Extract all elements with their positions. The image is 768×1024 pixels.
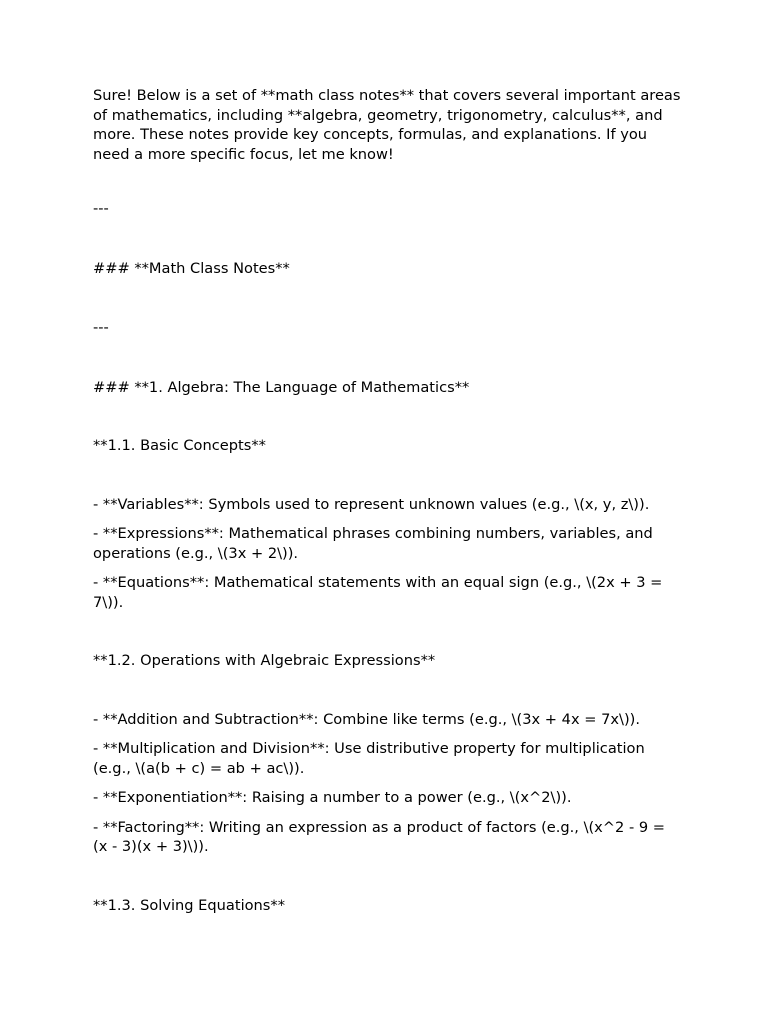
subsection-heading-operations: **1.2. Operations with Algebraic Expressions**: [93, 652, 436, 669]
separator-line: ---: [93, 319, 109, 336]
list-item-factoring: - **Factoring**: Writing an expression as a product of factors (e.g., \(x^2 - 9 = (x - 3)(x + 3)\)).: [93, 818, 666, 855]
intro-paragraph: Sure! Below is a set of **math class notes** that covers several important areas of mathematics, including **algebra, geometry, trigonometry, calculus**, and more. These notes provide key concepts, formulas, and explanations. If you need a more specific focus, let me know!: [93, 87, 681, 163]
list-item-expressions: - **Expressions**: Mathematical phrases combining numbers, variables, and operations (e.g., \(3x + 2\)).: [93, 525, 653, 562]
separator-line: ---: [93, 200, 109, 217]
list-item-addition-subtraction: - **Addition and Subtraction**: Combine like terms (e.g., \(3x + 4x = 7x\)).: [93, 710, 640, 728]
document-page: [93, 86, 683, 915]
subsection-heading-solving-equations: **1.3. Solving Equations**: [93, 896, 285, 914]
list-item-variables: - **Variables**: Symbols used to represent unknown values (e.g., \(x, y, z\)).: [93, 495, 650, 513]
document-title: ### **Math Class Notes**: [93, 259, 290, 277]
list-item-multiplication-division: - **Multiplication and Division**: Use distributive property for multiplication (e.g., \(a(b + c) = ab + ac\)).: [93, 740, 645, 777]
list-item-exponentiation: - **Exponentiation**: Raising a number to a power (e.g., \(x^2\)).: [93, 789, 572, 806]
list-item-equations: - **Equations**: Mathematical statements with an equal sign (e.g., \(2x + 3 = 7\)).: [93, 574, 663, 611]
subsection-heading-basic-concepts: **1.1. Basic Concepts**: [93, 437, 266, 454]
section-heading-algebra: ### **1. Algebra: The Language of Mathematics**: [93, 378, 470, 396]
